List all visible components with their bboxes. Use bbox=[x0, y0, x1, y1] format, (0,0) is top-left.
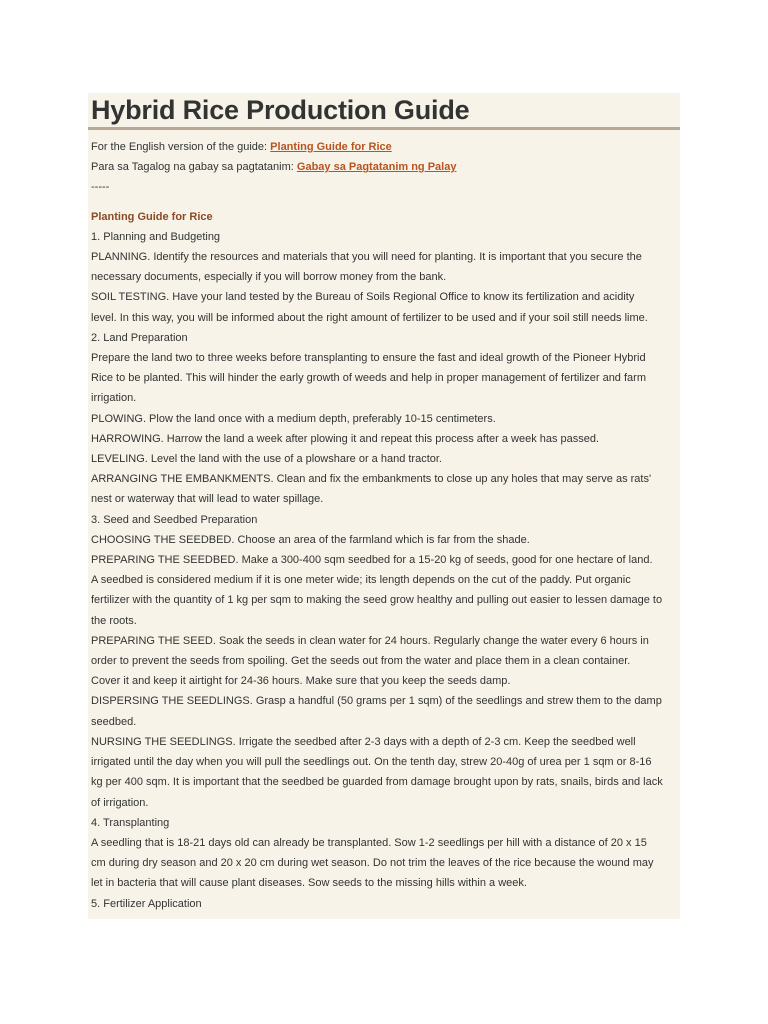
body-line: cm during dry season and 20 x 20 cm during wet season. Do not trim the leaves of the rice because the wound may bbox=[91, 857, 654, 870]
body-line: let in bacteria that will cause plant diseases. Sow seeds to the missing hills within a week. bbox=[91, 877, 527, 890]
body-line: 5. Fertilizer Application bbox=[91, 897, 202, 910]
body-line: PLOWING. Plow the land once with a medium depth, preferably 10-15 centimeters. bbox=[91, 412, 496, 425]
body-line: seedbed. bbox=[91, 715, 137, 728]
body-line: A seedling that is 18-21 days old can already be transplanted. Sow 1-2 seedlings per hill with a distance of 20 x 15 bbox=[91, 836, 647, 849]
english-guide-link[interactable]: Planting Guide for Rice bbox=[270, 141, 392, 153]
body-line: fertilizer with the quantity of 1 kg per sqm to making the seed grow healthy and pulling out easier to lessen damage to bbox=[91, 594, 663, 607]
english-version-line bbox=[91, 137, 679, 157]
body-line: order to prevent the seeds from spoiling. Get the seeds out from the water and place them in a clean container. bbox=[91, 655, 631, 668]
body-line: ARRANGING THE EMBANKMENTS. Clean and fix the embankments to close up any holes that may serve as rats' bbox=[91, 473, 652, 486]
title-divider bbox=[88, 127, 680, 130]
spacer bbox=[91, 198, 679, 207]
body-line: nest or waterway that will lead to water spillage. bbox=[91, 493, 324, 506]
body-line: PREPARING THE SEED. Soak the seeds in clean water for 24 hours. Regularly change the water every 6 hours in bbox=[91, 634, 649, 647]
body-line: kg per 400 sqm. It is important that the seedbed be guarded from damage brought upon by rats, snails, birds and lack bbox=[91, 776, 663, 789]
body-line: 1. Planning and Budgeting bbox=[91, 230, 221, 243]
english-version-label: For the English version of the guide: bbox=[91, 141, 271, 153]
body-line: LEVELING. Level the land with the use of a plowshare or a hand tractor. bbox=[91, 453, 442, 466]
body-line: necessary documents, especially if you will borrow money from the bank. bbox=[91, 271, 447, 284]
body-line: Rice to be planted. This will hinder the early growth of weeds and help in proper management of fertilizer and farm bbox=[91, 372, 646, 385]
body-line: Cover it and keep it airtight for 24-36 hours. Make sure that you keep the seeds damp. bbox=[91, 675, 511, 688]
body-line: 2. Land Preparation bbox=[91, 331, 188, 344]
document-body bbox=[91, 137, 679, 914]
body-lines bbox=[91, 227, 679, 914]
body-line: NURSING THE SEEDLINGS. Irrigate the seedbed after 2-3 days with a depth of 2-3 cm. Keep the seedbed well bbox=[91, 735, 636, 748]
body-line: 4. Transplanting bbox=[91, 816, 170, 829]
body-line: irrigated until the day when you will pull the seedlings out. On the tenth day, strew 20-40g of urea per 1 sqm or 8-16 bbox=[91, 756, 652, 769]
body-line: irrigation. bbox=[91, 392, 137, 405]
body-line: Prepare the land two to three weeks before transplanting to ensure the fast and ideal growth of the Pioneer Hybrid bbox=[91, 352, 646, 365]
body-line: PLANNING. Identify the resources and materials that you will need for planting. It is important that you secure the bbox=[91, 251, 642, 264]
tagalog-version-label: Para sa Tagalog na gabay sa pagtatanim: bbox=[91, 161, 297, 174]
separator: ----- bbox=[91, 181, 110, 194]
body-line: A seedbed is considered medium if it is one meter wide; its length depends on the cut of the paddy. Put organic bbox=[91, 574, 631, 587]
body-line: DISPERSING THE SEEDLINGS. Grasp a handful (50 grams per 1 sqm) of the seedlings and strew them to the damp bbox=[91, 695, 662, 708]
body-line: of irrigation. bbox=[91, 796, 149, 809]
body-line: CHOOSING THE SEEDBED. Choose an area of the farmland which is far from the shade. bbox=[91, 533, 530, 546]
page-title: Hybrid Rice Production Guide bbox=[91, 95, 470, 125]
body-line: PREPARING THE SEEDBED. Make a 300-400 sqm seedbed for a 15-20 kg of seeds, good for one hectare of land. bbox=[91, 554, 653, 567]
body-line: HARROWING. Harrow the land a week after plowing it and repeat this process after a week has passed. bbox=[91, 432, 600, 445]
body-line: 3. Seed and Seedbed Preparation bbox=[91, 513, 258, 526]
tagalog-version-line bbox=[91, 157, 679, 177]
tagalog-guide-link[interactable]: Gabay sa Pagtatanim ng Palay bbox=[296, 161, 457, 174]
body-line: SOIL TESTING. Have your land tested by the Bureau of Soils Regional Office to know its fertilization and acidity bbox=[91, 291, 635, 304]
body-line: level. In this way, you will be informed about the right amount of fertilizer to be used and if your soil still needs lime. bbox=[91, 311, 648, 324]
section-heading: Planting Guide for Rice bbox=[91, 210, 213, 223]
document-page bbox=[88, 93, 680, 919]
body-line: the roots. bbox=[91, 614, 137, 627]
